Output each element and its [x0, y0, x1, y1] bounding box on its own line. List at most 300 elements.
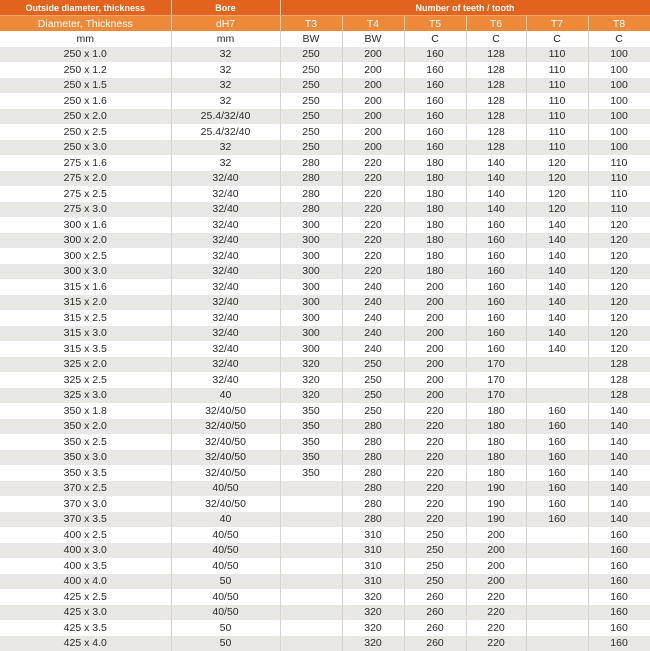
table-cell: 325 x 2.5 — [0, 372, 171, 388]
table-cell: 160 — [588, 558, 650, 574]
table-cell: 320 — [342, 636, 404, 651]
table-cell: 320 — [342, 589, 404, 605]
table-cell: 350 — [280, 419, 342, 435]
table-cell: 310 — [342, 527, 404, 543]
table-cell: 160 — [526, 496, 588, 512]
table-cell — [280, 496, 342, 512]
table-cell — [526, 574, 588, 590]
table-cell: 50 — [171, 620, 280, 636]
table-cell: 160 — [526, 403, 588, 419]
table-cell: 315 x 2.0 — [0, 295, 171, 311]
table-cell: 120 — [526, 202, 588, 218]
table-cell: 320 — [280, 388, 342, 404]
table-row — [0, 450, 650, 466]
table-cell: 40 — [171, 512, 280, 528]
table-cell: 180 — [404, 202, 466, 218]
table-cell: 250 x 3.0 — [0, 140, 171, 156]
table-cell: 280 — [342, 450, 404, 466]
table-cell: 280 — [280, 202, 342, 218]
header-t8: T8 — [588, 16, 650, 32]
table-cell: 220 — [404, 403, 466, 419]
table-row — [0, 248, 650, 264]
table-cell: 180 — [466, 419, 526, 435]
table-cell: 325 x 2.0 — [0, 357, 171, 373]
table-cell: 300 x 2.5 — [0, 248, 171, 264]
table-row — [0, 78, 650, 94]
table-row — [0, 574, 650, 590]
table-cell: 140 — [466, 186, 526, 202]
table-cell: 400 x 4.0 — [0, 574, 171, 590]
table-row — [0, 62, 650, 78]
table-cell: 160 — [466, 248, 526, 264]
table-cell: 280 — [280, 171, 342, 187]
table-cell: 140 — [588, 496, 650, 512]
table-row — [0, 47, 650, 63]
table-cell: 160 — [588, 636, 650, 651]
table-cell: 32/40/50 — [171, 496, 280, 512]
table-cell — [280, 481, 342, 497]
table-cell: 140 — [526, 217, 588, 233]
table-cell: 250 x 1.6 — [0, 93, 171, 109]
table-cell: 200 — [404, 295, 466, 311]
table-cell: 160 — [466, 217, 526, 233]
table-cell — [526, 357, 588, 373]
table-cell: 140 — [526, 233, 588, 249]
table-cell: 100 — [588, 109, 650, 125]
table-cell: 160 — [526, 465, 588, 481]
table-cell: 180 — [404, 171, 466, 187]
table-cell: 250 — [342, 372, 404, 388]
table-cell: 180 — [466, 450, 526, 466]
table-cell: 120 — [526, 186, 588, 202]
table-cell: 200 — [466, 543, 526, 559]
table-cell: 120 — [526, 171, 588, 187]
table-cell: 170 — [466, 372, 526, 388]
table-cell: 140 — [526, 264, 588, 280]
table-cell: 120 — [588, 295, 650, 311]
unit-cell: BW — [280, 31, 342, 47]
table-cell — [280, 558, 342, 574]
table-cell — [526, 558, 588, 574]
table-cell: 32/40 — [171, 310, 280, 326]
table-cell: 32/40 — [171, 341, 280, 357]
table-row — [0, 341, 650, 357]
table-cell: 250 x 2.0 — [0, 109, 171, 125]
table-cell: 50 — [171, 574, 280, 590]
unit-cell: BW — [342, 31, 404, 47]
table-cell: 310 — [342, 558, 404, 574]
table-cell: 140 — [526, 279, 588, 295]
table-cell: 200 — [342, 124, 404, 140]
table-cell: 140 — [588, 403, 650, 419]
header-row-sub — [0, 16, 650, 32]
table-cell: 32/40 — [171, 202, 280, 218]
table-cell: 160 — [526, 434, 588, 450]
table-cell: 200 — [466, 574, 526, 590]
table-cell: 280 — [342, 434, 404, 450]
table-cell: 160 — [526, 419, 588, 435]
table-cell: 110 — [526, 109, 588, 125]
table-cell: 32 — [171, 155, 280, 171]
table-cell — [280, 574, 342, 590]
table-row — [0, 171, 650, 187]
table-cell: 128 — [466, 62, 526, 78]
table-cell: 160 — [466, 279, 526, 295]
table-cell: 260 — [404, 620, 466, 636]
table-cell: 220 — [342, 217, 404, 233]
table-row — [0, 264, 650, 280]
table-cell: 315 x 1.6 — [0, 279, 171, 295]
table-cell: 220 — [404, 434, 466, 450]
table-cell: 280 — [342, 465, 404, 481]
table-cell: 200 — [466, 558, 526, 574]
table-cell: 110 — [526, 62, 588, 78]
table-cell: 140 — [588, 512, 650, 528]
table-cell: 220 — [342, 171, 404, 187]
table-cell: 250 — [404, 543, 466, 559]
table-cell: 180 — [404, 248, 466, 264]
table-cell — [526, 372, 588, 388]
table-row — [0, 465, 650, 481]
table-cell: 300 x 3.0 — [0, 264, 171, 280]
table-cell: 250 — [280, 124, 342, 140]
table-cell: 140 — [466, 171, 526, 187]
table-cell: 32/40/50 — [171, 403, 280, 419]
table-cell: 32/40/50 — [171, 450, 280, 466]
table-cell: 160 — [588, 620, 650, 636]
table-cell: 110 — [526, 140, 588, 156]
table-cell: 425 x 3.5 — [0, 620, 171, 636]
table-cell: 220 — [466, 636, 526, 651]
table-cell: 32/40 — [171, 217, 280, 233]
table-cell: 190 — [466, 481, 526, 497]
table-row — [0, 310, 650, 326]
table-cell: 300 x 2.0 — [0, 233, 171, 249]
table-cell: 110 — [526, 124, 588, 140]
table-row — [0, 124, 650, 140]
table-cell: 220 — [404, 481, 466, 497]
table-cell: 240 — [342, 279, 404, 295]
table-cell: 128 — [466, 78, 526, 94]
table-cell: 120 — [588, 248, 650, 264]
table-cell: 120 — [588, 279, 650, 295]
table-cell: 250 — [342, 403, 404, 419]
table-cell: 250 — [404, 527, 466, 543]
table-cell: 110 — [526, 93, 588, 109]
table-cell: 350 — [280, 465, 342, 481]
table-cell: 300 — [280, 326, 342, 342]
table-cell: 40 — [171, 388, 280, 404]
table-row — [0, 279, 650, 295]
table-cell: 32/40 — [171, 233, 280, 249]
table-cell: 200 — [404, 310, 466, 326]
table-cell: 40/50 — [171, 589, 280, 605]
table-cell: 250 — [280, 93, 342, 109]
table-cell: 350 x 2.0 — [0, 419, 171, 435]
table-row — [0, 295, 650, 311]
table-cell — [526, 605, 588, 621]
table-cell: 280 — [342, 419, 404, 435]
table-cell: 200 — [342, 47, 404, 63]
table-cell: 400 x 2.5 — [0, 527, 171, 543]
table-cell — [280, 589, 342, 605]
table-cell: 200 — [404, 372, 466, 388]
table-cell: 280 — [342, 481, 404, 497]
table-row — [0, 140, 650, 156]
table-cell: 160 — [588, 589, 650, 605]
table-cell: 200 — [466, 527, 526, 543]
table-cell: 160 — [526, 481, 588, 497]
table-row — [0, 388, 650, 404]
table-cell: 160 — [404, 140, 466, 156]
table-cell: 140 — [526, 326, 588, 342]
table-row — [0, 357, 650, 373]
table-cell: 180 — [466, 403, 526, 419]
table-cell: 32/40 — [171, 295, 280, 311]
table-cell: 140 — [588, 434, 650, 450]
table-cell — [526, 620, 588, 636]
table-cell: 300 — [280, 233, 342, 249]
table-row — [0, 620, 650, 636]
table-cell: 120 — [526, 155, 588, 171]
table-cell: 220 — [404, 450, 466, 466]
table-cell: 220 — [404, 512, 466, 528]
table-cell: 140 — [588, 419, 650, 435]
table-cell: 250 — [280, 78, 342, 94]
table-cell — [280, 512, 342, 528]
table-cell: 140 — [466, 155, 526, 171]
table-cell: 180 — [404, 264, 466, 280]
table-row — [0, 496, 650, 512]
table-cell: 200 — [342, 140, 404, 156]
table-cell: 180 — [466, 434, 526, 450]
table-cell: 160 — [588, 527, 650, 543]
table-cell: 128 — [588, 372, 650, 388]
table-cell: 32/40 — [171, 279, 280, 295]
table-cell: 160 — [466, 264, 526, 280]
table-cell: 160 — [404, 47, 466, 63]
table-row — [0, 527, 650, 543]
unit-cell: C — [404, 31, 466, 47]
table-cell: 170 — [466, 357, 526, 373]
table-cell: 32/40 — [171, 326, 280, 342]
table-cell: 220 — [342, 264, 404, 280]
table-cell: 32 — [171, 140, 280, 156]
table-cell: 170 — [466, 388, 526, 404]
table-cell: 120 — [588, 341, 650, 357]
table-cell: 128 — [466, 47, 526, 63]
header-teeth: Number of teeth / tooth — [280, 0, 650, 16]
table-cell — [280, 605, 342, 621]
table-cell: 280 — [280, 186, 342, 202]
table-cell: 200 — [342, 62, 404, 78]
table-cell: 180 — [404, 217, 466, 233]
table-cell: 120 — [588, 217, 650, 233]
table-cell: 180 — [404, 186, 466, 202]
table-cell: 100 — [588, 140, 650, 156]
header-dh7: dH7 — [171, 16, 280, 32]
table-cell: 40/50 — [171, 605, 280, 621]
table-cell: 250 — [280, 140, 342, 156]
table-cell: 350 x 3.5 — [0, 465, 171, 481]
table-cell: 50 — [171, 636, 280, 651]
table-cell: 240 — [342, 326, 404, 342]
table-row — [0, 326, 650, 342]
table-cell: 250 x 1.2 — [0, 62, 171, 78]
table-cell: 300 x 1.6 — [0, 217, 171, 233]
table-cell: 160 — [466, 310, 526, 326]
table-cell: 240 — [342, 341, 404, 357]
table-cell: 160 — [466, 233, 526, 249]
table-cell: 160 — [526, 450, 588, 466]
header-t4: T4 — [342, 16, 404, 32]
table-row — [0, 543, 650, 559]
table-cell: 160 — [466, 295, 526, 311]
table-cell: 200 — [342, 109, 404, 125]
table-cell: 140 — [588, 450, 650, 466]
table-cell: 350 x 2.5 — [0, 434, 171, 450]
table-cell: 400 x 3.0 — [0, 543, 171, 559]
table-cell — [280, 543, 342, 559]
table-cell: 160 — [404, 62, 466, 78]
table-cell: 140 — [466, 202, 526, 218]
table-cell: 120 — [588, 264, 650, 280]
table-cell: 200 — [404, 341, 466, 357]
table-cell: 110 — [526, 47, 588, 63]
table-cell: 128 — [588, 388, 650, 404]
table-row — [0, 512, 650, 528]
table-row — [0, 434, 650, 450]
table-cell: 180 — [404, 155, 466, 171]
table-cell: 300 — [280, 295, 342, 311]
table-cell: 128 — [466, 93, 526, 109]
table-cell: 160 — [404, 109, 466, 125]
table-cell: 110 — [588, 155, 650, 171]
table-cell — [280, 527, 342, 543]
table-cell: 100 — [588, 93, 650, 109]
table-cell: 315 x 3.0 — [0, 326, 171, 342]
table-cell: 220 — [466, 589, 526, 605]
table-cell: 32 — [171, 47, 280, 63]
table-cell: 300 — [280, 310, 342, 326]
table-cell: 220 — [342, 233, 404, 249]
table-cell: 300 — [280, 279, 342, 295]
header-t7: T7 — [526, 16, 588, 32]
table-cell: 250 x 2.5 — [0, 124, 171, 140]
table-cell: 120 — [588, 326, 650, 342]
table-cell: 32 — [171, 62, 280, 78]
table-cell: 40/50 — [171, 543, 280, 559]
table-cell — [526, 543, 588, 559]
table-cell: 32 — [171, 93, 280, 109]
table-cell: 350 x 1.8 — [0, 403, 171, 419]
table-cell: 425 x 2.5 — [0, 589, 171, 605]
table-cell: 250 x 1.5 — [0, 78, 171, 94]
table-cell: 140 — [526, 295, 588, 311]
table-cell — [526, 636, 588, 651]
table-cell: 220 — [404, 496, 466, 512]
table-row — [0, 589, 650, 605]
table-cell: 300 — [280, 341, 342, 357]
table-cell: 315 x 3.5 — [0, 341, 171, 357]
table-cell: 220 — [404, 465, 466, 481]
table-cell: 160 — [588, 543, 650, 559]
table-cell — [280, 636, 342, 651]
table-cell: 40/50 — [171, 527, 280, 543]
table-row — [0, 155, 650, 171]
table-cell: 120 — [588, 310, 650, 326]
table-cell: 220 — [466, 620, 526, 636]
table-cell: 128 — [466, 109, 526, 125]
table-cell: 275 x 2.5 — [0, 186, 171, 202]
table-cell: 200 — [404, 357, 466, 373]
table-cell: 320 — [280, 357, 342, 373]
table-cell — [280, 620, 342, 636]
table-cell: 310 — [342, 543, 404, 559]
table-cell: 190 — [466, 512, 526, 528]
table-cell: 140 — [588, 465, 650, 481]
table-cell: 275 x 2.0 — [0, 171, 171, 187]
table-row — [0, 186, 650, 202]
table-cell: 32/40 — [171, 171, 280, 187]
table-cell: 200 — [342, 93, 404, 109]
table-cell: 250 — [404, 574, 466, 590]
table-cell: 32/40 — [171, 264, 280, 280]
table-cell: 140 — [526, 341, 588, 357]
table-cell: 160 — [466, 341, 526, 357]
table-cell: 40/50 — [171, 481, 280, 497]
table-cell: 32/40 — [171, 248, 280, 264]
table-cell: 350 — [280, 403, 342, 419]
table-row — [0, 109, 650, 125]
table-cell: 280 — [342, 512, 404, 528]
table-row — [0, 233, 650, 249]
unit-cell: mm — [171, 31, 280, 47]
table-cell: 160 — [404, 124, 466, 140]
header-t3: T3 — [280, 16, 342, 32]
table-cell: 160 — [404, 93, 466, 109]
table-cell: 220 — [342, 248, 404, 264]
table-cell: 310 — [342, 574, 404, 590]
table-cell: 180 — [404, 233, 466, 249]
table-cell: 200 — [404, 279, 466, 295]
header-diameter-thickness: Diameter, Thickness — [0, 16, 171, 32]
table-cell: 32 — [171, 78, 280, 94]
table-row — [0, 481, 650, 497]
header-row-titles — [0, 0, 650, 16]
table-body — [0, 47, 650, 651]
header-row-units — [0, 31, 650, 47]
table-cell: 260 — [404, 605, 466, 621]
header-t5: T5 — [404, 16, 466, 32]
table-cell: 110 — [588, 186, 650, 202]
table-cell: 300 — [280, 264, 342, 280]
table-row — [0, 372, 650, 388]
table-cell: 100 — [588, 47, 650, 63]
table-cell: 100 — [588, 62, 650, 78]
table-cell: 320 — [342, 620, 404, 636]
table-cell: 275 x 1.6 — [0, 155, 171, 171]
table-cell: 250 — [280, 62, 342, 78]
table-cell: 128 — [466, 140, 526, 156]
table-cell: 32/40 — [171, 186, 280, 202]
table-cell: 220 — [342, 202, 404, 218]
table-cell: 280 — [280, 155, 342, 171]
table-cell: 250 x 1.0 — [0, 47, 171, 63]
table-cell: 250 — [280, 109, 342, 125]
table-cell: 260 — [404, 589, 466, 605]
table-cell: 220 — [342, 186, 404, 202]
